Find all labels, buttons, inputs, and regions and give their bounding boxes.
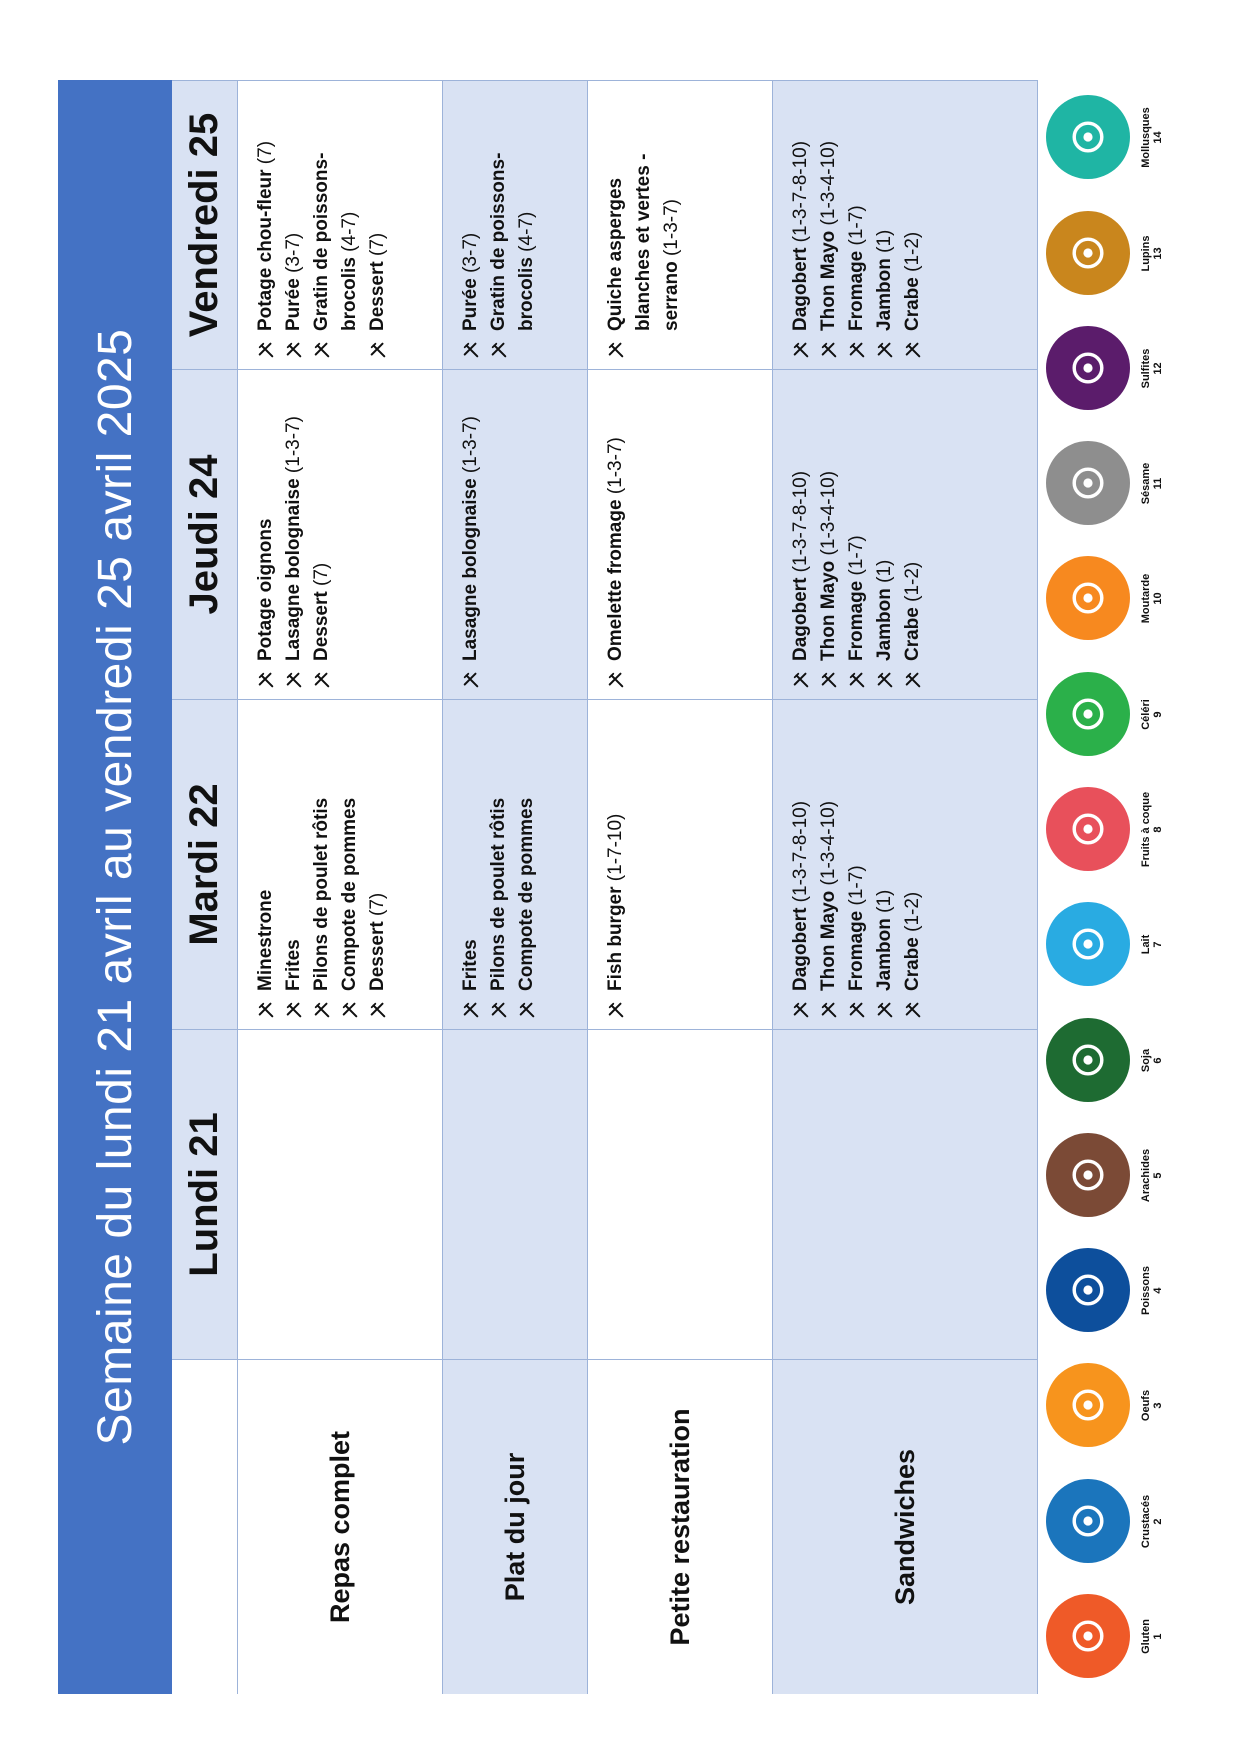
- cutlery-icon: [904, 341, 922, 359]
- mustard-icon-glyph: [1065, 576, 1111, 622]
- dish-item: [843, 91, 871, 359]
- cutlery-icon: [607, 1001, 625, 1019]
- dish-item: [457, 91, 485, 359]
- cutlery-icon: [876, 1001, 894, 1019]
- dish-name: Purée: [283, 278, 304, 331]
- dish-item: [843, 710, 871, 1019]
- dish-allergens: (4-7): [339, 211, 360, 252]
- allergen-number: 2: [1152, 1518, 1164, 1525]
- allergen-item: [1028, 657, 1236, 772]
- wheat-icon: [1046, 1595, 1130, 1679]
- dish-item: [364, 710, 392, 1019]
- wheat-icon-glyph: [1065, 1614, 1111, 1660]
- menu-cell: [773, 369, 1038, 699]
- page-title: Semaine du lundi 21 avril au vendredi 25 avril 2025: [58, 80, 172, 1694]
- dish-allergens: (1): [874, 229, 895, 253]
- allergen-name: Soja: [1140, 1048, 1152, 1073]
- peanut-icon-glyph: [1065, 1153, 1111, 1199]
- menu-cell: [238, 80, 443, 369]
- allergen-item: [1028, 1118, 1236, 1233]
- dish-allergens: (4-7): [516, 211, 537, 252]
- menu-cell: [443, 369, 588, 699]
- cutlery-icon: [313, 671, 331, 689]
- allergen-number: 13: [1152, 247, 1164, 260]
- dish-name: Dagobert: [790, 577, 811, 661]
- cutlery-icon: [462, 1001, 480, 1019]
- dish-list: [238, 81, 392, 369]
- cutlery-icon: [490, 341, 508, 359]
- cutlery-icon: [462, 341, 480, 359]
- dish-allergens: (1): [874, 559, 895, 583]
- dish-list: [588, 370, 630, 699]
- dish-list: [443, 1030, 457, 1359]
- cutlery-icon: [848, 671, 866, 689]
- allergen-name: Sésame: [1140, 462, 1152, 505]
- allergen-number: 11: [1152, 477, 1164, 490]
- cutlery-icon: [257, 341, 275, 359]
- allergen-name: Fruits à coque: [1140, 791, 1152, 868]
- dish-name: Quiche asperges blanches et vertes - serrano: [605, 153, 682, 331]
- cutlery-icon: [257, 671, 275, 689]
- cutlery-icon: [462, 671, 480, 689]
- peanut-icon: [1046, 1134, 1130, 1218]
- allergen-name: Arachides: [1140, 1148, 1152, 1203]
- allergen-item: [1028, 541, 1236, 656]
- allergen-name: Moutarde: [1140, 573, 1152, 624]
- egg-icon-glyph: [1065, 1383, 1111, 1429]
- allergen-name: Gluten: [1140, 1619, 1152, 1654]
- cutlery-icon: [369, 341, 387, 359]
- dish-name: Frites: [460, 939, 481, 991]
- milk-bottle-icon-glyph: [1065, 922, 1111, 968]
- dish-item: [602, 710, 630, 1019]
- dish-name: Lasagne bolognaise: [283, 478, 304, 661]
- allergen-name: Mollusques: [1140, 107, 1152, 168]
- dish-name: Compote de pommes: [339, 797, 360, 991]
- day-header: Jeudi 24: [172, 369, 238, 699]
- dish-item: [457, 710, 485, 1019]
- lupin-icon: [1046, 212, 1130, 296]
- egg-icon: [1046, 1364, 1130, 1448]
- row-label-2: Petite restauration: [588, 1359, 773, 1694]
- dish-item: [364, 91, 392, 359]
- allergen-item: [1028, 772, 1236, 887]
- milk-bottle-icon: [1046, 903, 1130, 987]
- allergen-item: [1028, 1003, 1236, 1118]
- dish-allergens: (3-7): [283, 232, 304, 273]
- cutlery-icon: [285, 671, 303, 689]
- dish-allergens: (7): [367, 232, 388, 256]
- allergen-item: [1028, 1233, 1236, 1348]
- menu-cell: [588, 699, 773, 1029]
- dish-list: [588, 700, 630, 1029]
- soy-icon: [1046, 1019, 1130, 1103]
- dish-allergens: (1-7): [846, 535, 867, 576]
- sesame-icon: [1046, 442, 1130, 526]
- dish-item: [485, 91, 541, 359]
- dish-list: [238, 1030, 252, 1359]
- cutlery-icon: [820, 671, 838, 689]
- dish-item: [787, 91, 815, 359]
- cutlery-icon: [341, 1001, 359, 1019]
- dish-item: [280, 91, 308, 359]
- allergen-legend: [1028, 80, 1236, 1694]
- allergen-item: [1028, 887, 1236, 1002]
- dish-item: [899, 710, 927, 1019]
- allergen-item: [1028, 311, 1236, 426]
- allergen-item: [1028, 1464, 1236, 1579]
- cutlery-icon: [285, 341, 303, 359]
- dish-allergens: (1-3-4-10): [818, 470, 839, 556]
- dish-allergens: (1-7): [846, 865, 867, 906]
- day-header: Mardi 22: [172, 699, 238, 1029]
- dish-allergens: (1): [874, 889, 895, 913]
- menu-cell: [588, 80, 773, 369]
- nut-icon: [1046, 788, 1130, 872]
- dish-item: [336, 710, 364, 1019]
- dish-name: Jambon: [874, 258, 895, 331]
- crab-icon: [1046, 1480, 1130, 1564]
- dish-allergens: (1-3-7-8-10): [790, 470, 811, 573]
- dish-item: [787, 380, 815, 689]
- dish-item: [899, 91, 927, 359]
- dish-name: Fromage: [846, 580, 867, 661]
- menu-cell: [773, 1029, 1038, 1359]
- dish-item: [513, 710, 541, 1019]
- dish-name: Pilons de poulet rôtis: [311, 797, 332, 991]
- allergen-name: Crustacés: [1140, 1494, 1152, 1549]
- dish-item: [815, 710, 843, 1019]
- cutlery-icon: [313, 341, 331, 359]
- dish-name: Lasagne bolognaise: [460, 478, 481, 661]
- dish-allergens: (7): [311, 562, 332, 586]
- dish-allergens: (7): [255, 140, 276, 165]
- dish-name: Omelette fromage: [605, 499, 626, 661]
- dish-name: Fromage: [846, 910, 867, 991]
- cutlery-icon: [518, 1001, 536, 1019]
- row-label-1: Plat du jour: [443, 1359, 588, 1694]
- allergen-item: [1028, 426, 1236, 541]
- allergen-name: Oeufs: [1140, 1389, 1152, 1422]
- cutlery-icon: [876, 341, 894, 359]
- dish-name: Minestrone: [255, 889, 276, 991]
- allergen-number: 7: [1152, 941, 1164, 948]
- cutlery-icon: [820, 1001, 838, 1019]
- cutlery-icon: [313, 1001, 331, 1019]
- dish-allergens: (1-3-7): [661, 199, 682, 257]
- dish-name: Frites: [283, 939, 304, 991]
- cutlery-icon: [820, 341, 838, 359]
- cutlery-icon: [904, 1001, 922, 1019]
- fish-icon: [1046, 1249, 1130, 1333]
- dish-name: Crabe: [902, 277, 923, 331]
- cutlery-icon: [792, 341, 810, 359]
- dish-list: [443, 700, 541, 1029]
- dish-name: Potage oignons: [255, 518, 276, 661]
- header-corner: [172, 1359, 238, 1694]
- soy-icon-glyph: [1065, 1038, 1111, 1084]
- lupin-icon-glyph: [1065, 231, 1111, 277]
- dish-item: [308, 380, 336, 689]
- dish-name: Dagobert: [790, 247, 811, 331]
- row-label-3: Sandwiches: [773, 1359, 1038, 1694]
- menu-cell: [238, 699, 443, 1029]
- cutlery-icon: [792, 1001, 810, 1019]
- allergen-number: 5: [1152, 1172, 1164, 1179]
- fish-icon-glyph: [1065, 1268, 1111, 1314]
- cutlery-icon: [285, 1001, 303, 1019]
- dish-allergens: (1-3-7): [605, 437, 626, 495]
- nut-icon-glyph: [1065, 807, 1111, 853]
- dish-item: [252, 380, 280, 689]
- menu-cell: [588, 1029, 773, 1359]
- dish-item: [602, 380, 630, 689]
- dish-list: [443, 370, 485, 699]
- dish-allergens: (7): [367, 892, 388, 916]
- dish-allergens: (3-7): [460, 232, 481, 273]
- dish-name: Crabe: [902, 607, 923, 661]
- shell-icon: [1046, 96, 1130, 180]
- allergen-number: 6: [1152, 1057, 1164, 1064]
- allergen-name: Sulfites: [1140, 348, 1152, 389]
- dish-allergens: (1-2): [902, 561, 923, 602]
- allergen-number: 12: [1152, 362, 1164, 375]
- dish-allergens: (1-3-4-10): [818, 800, 839, 886]
- dish-name: Crabe: [902, 937, 923, 991]
- sesame-icon-glyph: [1065, 461, 1111, 507]
- dish-name: Fromage: [846, 250, 867, 331]
- dish-item: [899, 380, 927, 689]
- allergen-number: 1: [1152, 1633, 1164, 1640]
- cutlery-icon: [607, 341, 625, 359]
- celery-icon: [1046, 673, 1130, 757]
- allergen-name: Lupins: [1140, 235, 1152, 272]
- cutlery-icon: [792, 671, 810, 689]
- menu-cell: [443, 699, 588, 1029]
- dish-item: [815, 91, 843, 359]
- cutlery-icon: [848, 341, 866, 359]
- dish-list: [773, 1030, 787, 1359]
- dish-item: [485, 710, 513, 1019]
- dish-list: [238, 700, 392, 1029]
- dish-name: Fish burger: [605, 886, 626, 991]
- menu-cell: [773, 699, 1038, 1029]
- dish-allergens: (1-3-7): [283, 416, 304, 474]
- menu-cell: [238, 1029, 443, 1359]
- dish-name: Potage chou-fleur: [255, 169, 276, 331]
- dish-list: [773, 700, 927, 1029]
- dish-list: [443, 81, 541, 369]
- shell-icon-glyph: [1065, 115, 1111, 161]
- dish-allergens: (1-3-7-8-10): [790, 140, 811, 243]
- dish-item: [280, 710, 308, 1019]
- menu-cell: [443, 80, 588, 369]
- menu-cell: [773, 80, 1038, 369]
- cutlery-icon: [607, 671, 625, 689]
- dish-name: Gratin de poissons-brocolis: [311, 152, 360, 331]
- dish-name: Pilons de poulet rôtis: [488, 797, 509, 991]
- dish-list: [588, 1030, 602, 1359]
- day-header: Vendredi 25: [172, 80, 238, 369]
- dish-allergens: (1-2): [902, 891, 923, 932]
- dish-name: Dagobert: [790, 907, 811, 991]
- dish-list: [588, 81, 686, 369]
- sulfite-icon-glyph: [1065, 346, 1111, 392]
- dish-allergens: (1-3-7-8-10): [790, 800, 811, 903]
- dish-name: Jambon: [874, 918, 895, 991]
- allergen-item: [1028, 1348, 1236, 1463]
- dish-name: Dessert: [311, 591, 332, 661]
- dish-name: Compote de pommes: [516, 797, 537, 991]
- rotated-menu-page: [58, 80, 1236, 1694]
- dish-item: [602, 91, 686, 359]
- dish-name: Dessert: [367, 921, 388, 991]
- cutlery-icon: [257, 1001, 275, 1019]
- dish-item: [871, 380, 899, 689]
- allergen-number: 9: [1152, 711, 1164, 718]
- cutlery-icon: [904, 671, 922, 689]
- dish-name: Dessert: [367, 261, 388, 331]
- dish-item: [871, 710, 899, 1019]
- cutlery-icon: [369, 1001, 387, 1019]
- dish-allergens: (1-3-7): [460, 416, 481, 474]
- dish-name: Purée: [460, 278, 481, 331]
- cutlery-icon: [848, 1001, 866, 1019]
- dish-item: [252, 710, 280, 1019]
- menu-table: [58, 80, 1028, 1694]
- allergen-number: 10: [1152, 592, 1164, 605]
- allergen-item: [1028, 196, 1236, 311]
- allergen-number: 3: [1152, 1402, 1164, 1409]
- dish-item: [308, 710, 336, 1019]
- dish-item: [252, 91, 280, 359]
- row-label-0: Repas complet: [238, 1359, 443, 1694]
- allergen-item: [1028, 80, 1236, 195]
- dish-item: [871, 91, 899, 359]
- dish-list: [773, 370, 927, 699]
- dish-name: Thon Mayo: [818, 560, 839, 661]
- dish-allergens: (1-7-10): [605, 813, 626, 882]
- dish-item: [815, 380, 843, 689]
- allergen-number: 14: [1152, 131, 1164, 144]
- menu-cell: [238, 369, 443, 699]
- allergen-name: Lait: [1140, 934, 1152, 955]
- dish-list: [238, 370, 336, 699]
- sulfite-icon: [1046, 327, 1130, 411]
- allergen-number: 8: [1152, 826, 1164, 833]
- dish-item: [308, 91, 364, 359]
- dish-list: [773, 81, 927, 369]
- dish-allergens: (1-7): [846, 205, 867, 246]
- dish-allergens: (1-2): [902, 231, 923, 272]
- dish-item: [843, 380, 871, 689]
- dish-name: Thon Mayo: [818, 890, 839, 991]
- allergen-item: [1028, 1579, 1236, 1694]
- crab-icon-glyph: [1065, 1499, 1111, 1545]
- dish-name: Gratin de poissons-brocolis: [488, 152, 537, 331]
- menu-cell: [443, 1029, 588, 1359]
- allergen-name: Céléri: [1140, 699, 1152, 730]
- dish-name: Thon Mayo: [818, 230, 839, 331]
- day-header: Lundi 21: [172, 1029, 238, 1359]
- dish-allergens: (1-3-4-10): [818, 140, 839, 226]
- cutlery-icon: [490, 1001, 508, 1019]
- allergen-number: 4: [1152, 1287, 1164, 1294]
- cutlery-icon: [876, 671, 894, 689]
- menu-cell: [588, 369, 773, 699]
- allergen-name: Poissons: [1140, 1266, 1152, 1315]
- dish-name: Jambon: [874, 588, 895, 661]
- dish-item: [457, 380, 485, 689]
- celery-icon-glyph: [1065, 692, 1111, 738]
- dish-item: [787, 710, 815, 1019]
- dish-item: [280, 380, 308, 689]
- mustard-icon: [1046, 557, 1130, 641]
